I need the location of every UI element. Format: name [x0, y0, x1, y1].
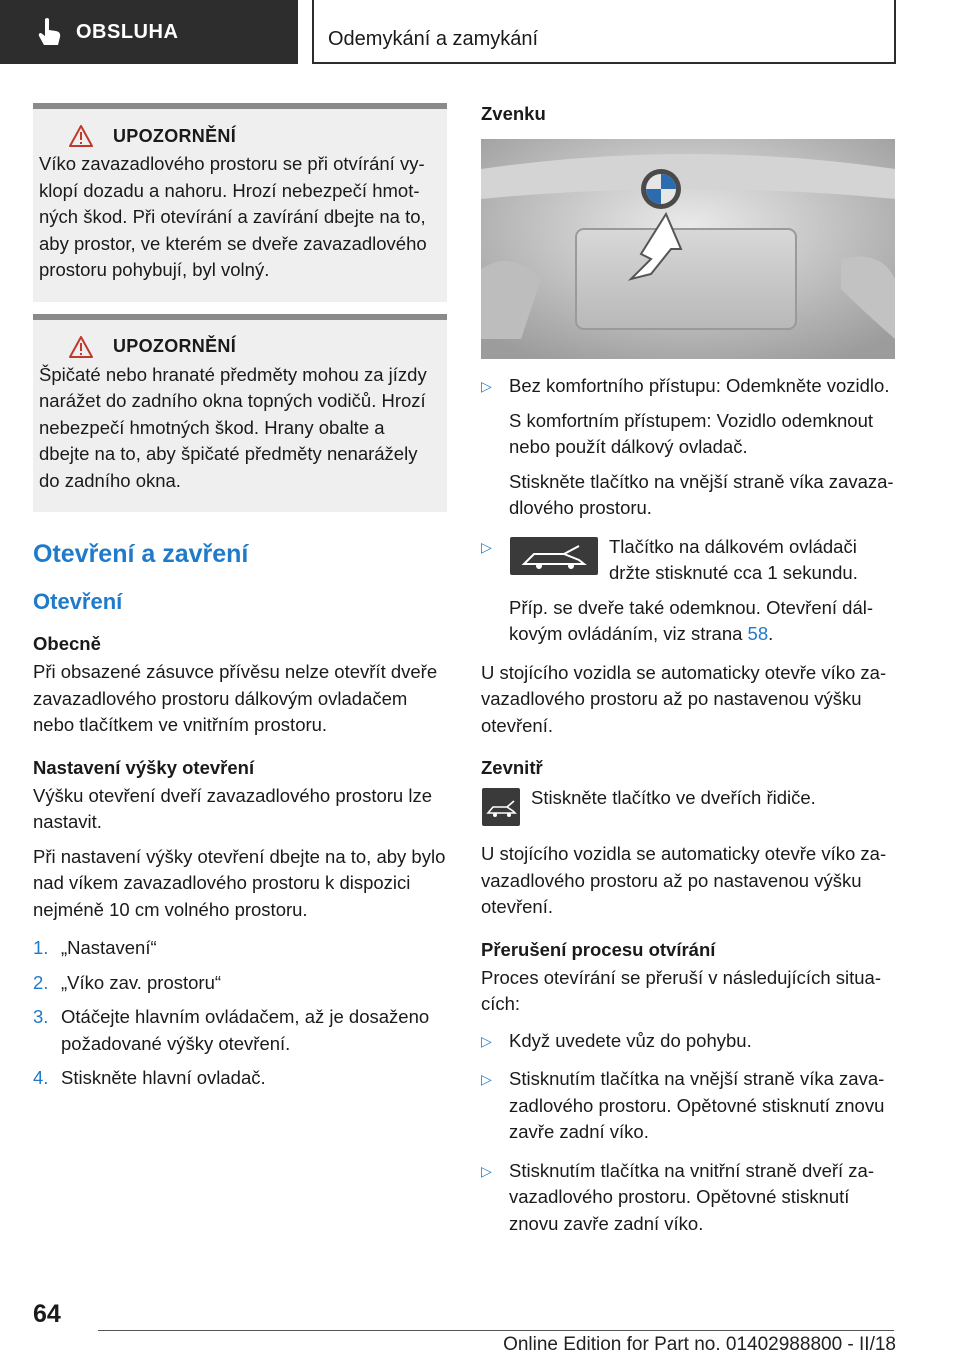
- triangle-bullet-icon: ▷: [481, 1071, 492, 1087]
- warning-box-2: [33, 314, 447, 513]
- inside-heading: Zevnitř: [481, 757, 543, 778]
- warning-triangle-icon: [69, 125, 93, 147]
- triangle-bullet-icon: ▷: [481, 1032, 492, 1049]
- left-column: [33, 103, 447, 1100]
- interrupt-heading: Přerušení procesu otvírání: [481, 938, 716, 960]
- header-section-tab: [0, 0, 298, 64]
- general-text: Při obsazené zásuvce přívěsu nelze otevřít dveře zavazadlového prostoru dálkovým ovladačem nebo tlačítkem ve vnitřním prostoru.: [33, 661, 438, 735]
- list-item: ▷ Tlačítko na dálkovém ovládači držte stisknuté cca 1 sekundu. Příp. se dveře také odemknou. Otevření dálkovým ovládáním, viz strana 58.: [481, 534, 895, 648]
- subsection-heading: Otevření: [33, 589, 123, 614]
- warning-text: Špičaté nebo hranaté předměty mohou za jízdy narážet do zadního okna topných vodičů. Hrozí nebezpečí hmotných škod. Hrany obalte a dbejte na to, aby špičaté předměty nenarážely do zadního okna.: [39, 363, 427, 491]
- right-column: [481, 103, 895, 1249]
- remote-trunk-button-icon: [509, 536, 599, 576]
- hand-pointer-icon: [36, 17, 62, 47]
- auto-open-text: U stojícího vozidla se automaticky otevře víko zavazadlového prostoru až po nastavenou výšku otevření.: [481, 661, 887, 736]
- warning-title: UPOZORNĚNÍ: [113, 336, 237, 356]
- footer-edition: Online Edition for Part no. 01402988800 - II/18: [503, 1334, 896, 1355]
- page-number: 64: [33, 1300, 61, 1328]
- warning-title: UPOZORNĚNÍ: [113, 125, 237, 146]
- footer-divider: [98, 1330, 894, 1331]
- section-heading: Otevření a zavření: [33, 540, 249, 568]
- header-section-label: OBSLUHA: [76, 20, 179, 43]
- warning-text: Víko zavazadlového prostoru se při otvírání vyklopí dozadu a nahoru. Hrozí nebezpečí hmotných škod. Při otevírání a zavírání dbejte na to, aby prostor, ve kterém se dveře zavazadlového prostoru pohybují, byl volný.: [39, 153, 427, 280]
- interrupt-text: Proces otevírání se přeruší v následujících situacích:: [481, 966, 882, 1014]
- triangle-bullet-icon: ▷: [481, 1162, 492, 1179]
- steps-list: [33, 935, 447, 1092]
- height-text-2: Při nastavení výšky otevření dbejte na to, aby bylo nad víkem zavazadlového prostoru k dispozici nejméně 10 cm volného prostoru.: [33, 845, 446, 920]
- height-heading: Nastavení výšky otevření: [33, 756, 255, 778]
- list-item: ▷ Stisknutím tlačítka na vnitřní straně dveří zavazadlového prostoru. Opětovné stisknutí znovu zavře zadní víko.: [481, 1158, 895, 1238]
- list-item: 4. Stiskněte hlavní ovladač.: [33, 1067, 266, 1088]
- warning-triangle-icon: [69, 336, 93, 358]
- list-item: 2. „Víko zav. prostoru“: [33, 971, 222, 993]
- triangle-bullet-icon: ▷: [481, 378, 492, 394]
- trunk-lid-photo: [481, 139, 895, 359]
- list-item: ▷ Když uvedete vůz do pohybu.: [481, 1028, 895, 1055]
- page-link[interactable]: 58: [747, 623, 769, 644]
- inside-text: Stiskněte tlačítko ve dveřích řidiče.: [531, 787, 816, 808]
- list-item: 1. „Nastavení“: [33, 937, 157, 958]
- height-text-1: Výšku otevření dveří zavazadlového prostoru lze nastavit.: [33, 784, 432, 832]
- header-chapter: Odemykání a zamykání: [312, 0, 896, 64]
- list-item: ▷ Stisknutím tlačítka na vnější straně víka zavazadlového prostoru. Opětovné stisknutí znovu zavře zadní víko.: [481, 1066, 895, 1146]
- list-item: ▷ Bez komfortního přístupu: Odemkněte vozidlo. S komfortním přístupem: Vozidlo odemknout nebo použít dálkový ovladač. Stiskněte tlačítko na vnější straně víka zavazadlového prostoru.: [481, 373, 895, 522]
- interrupt-list: [481, 1028, 895, 1238]
- outside-steps: [481, 373, 895, 648]
- outside-heading: Zvenku: [481, 103, 546, 124]
- list-item: 3. Otáčejte hlavním ovládačem, až je dosaženo požadované výšky otevření.: [33, 1006, 430, 1054]
- general-heading: Obecně: [33, 633, 101, 654]
- warning-box-1: [33, 103, 447, 302]
- door-trunk-button-icon: [481, 787, 521, 827]
- auto-open-text-2: U stojícího vozidla se automaticky otevře víko zavazadlového prostoru až po nastavenou výšku otevření.: [481, 843, 887, 917]
- triangle-bullet-icon: ▷: [481, 538, 492, 555]
